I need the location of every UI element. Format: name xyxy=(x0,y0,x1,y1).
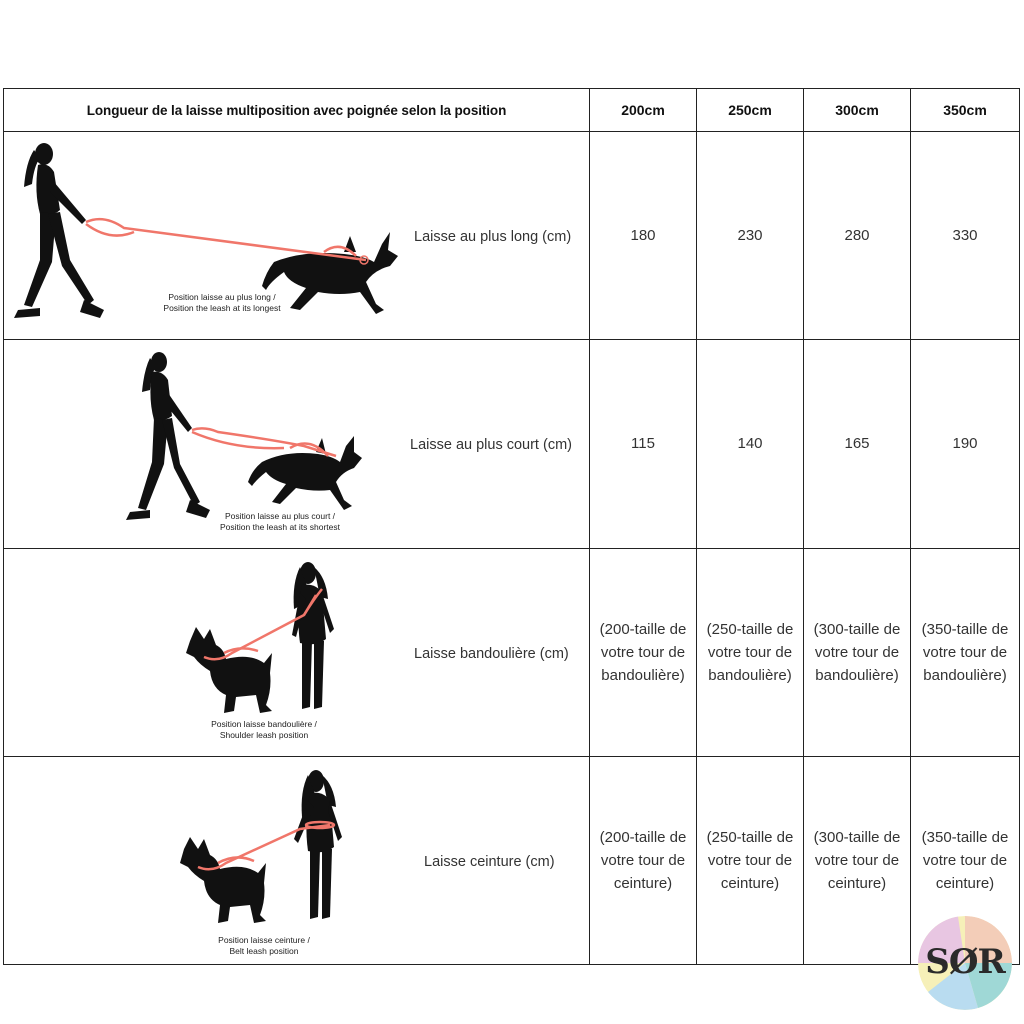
size-chart xyxy=(3,88,1019,965)
value-cell: 140 xyxy=(697,340,804,548)
value-line: bandoulière) xyxy=(708,666,792,684)
illustration-caption xyxy=(180,511,380,533)
value-cell xyxy=(697,548,804,756)
value-line: (250-taille de xyxy=(706,620,794,638)
value-line: votre tour de xyxy=(814,643,900,661)
value-line: votre tour de xyxy=(922,643,1008,661)
header-row xyxy=(4,89,1020,132)
table-title: Longueur de la laisse multiposition avec poignée selon la position xyxy=(4,89,590,132)
value-line: (200-taille de xyxy=(599,828,687,846)
table-row-belt xyxy=(4,756,1020,964)
row-label: Laisse ceinture (cm) xyxy=(424,853,555,870)
value-line: ceinture) xyxy=(720,874,780,892)
value-cell xyxy=(697,756,804,964)
caption-en: Belt leash position xyxy=(229,945,299,956)
value-line: bandoulière) xyxy=(815,666,899,684)
column-header-250: 250cm xyxy=(697,89,804,132)
value-cell: 190 xyxy=(911,340,1020,548)
illustration-cell xyxy=(4,548,590,756)
value-line: ceinture) xyxy=(935,874,995,892)
value-line: votre tour de xyxy=(814,851,900,869)
value-line: votre tour de xyxy=(707,851,793,869)
value-line: (300-taille de xyxy=(813,620,901,638)
value-line: (350-taille de xyxy=(921,828,1009,846)
value-cell xyxy=(804,548,911,756)
brand-logo xyxy=(918,916,1012,1010)
illustration-cell xyxy=(4,132,590,340)
row-label: Laisse bandoulière (cm) xyxy=(414,645,569,662)
value-line: ceinture) xyxy=(613,874,673,892)
value-cell: 280 xyxy=(804,132,911,340)
value-line: (200-taille de xyxy=(599,620,687,638)
value-cell: 115 xyxy=(590,340,697,548)
value-cell xyxy=(911,548,1020,756)
table-row-shortest xyxy=(4,340,1020,548)
column-header-350: 350cm xyxy=(911,89,1020,132)
value-cell xyxy=(590,756,697,964)
illustration-caption xyxy=(164,935,364,957)
value-line: votre tour de xyxy=(707,643,793,661)
value-cell: 165 xyxy=(804,340,911,548)
illustration-cell xyxy=(4,756,590,964)
column-header-300: 300cm xyxy=(804,89,911,132)
value-line: votre tour de xyxy=(600,643,686,661)
value-line: (300-taille de xyxy=(813,828,901,846)
caption-en: Position the leash at its shortest xyxy=(219,522,340,533)
caption-en: Position the leash at its longest xyxy=(163,303,281,314)
logo-text: SØR xyxy=(925,942,1005,982)
leash-length-table xyxy=(3,88,1020,965)
value-line: (250-taille de xyxy=(706,828,794,846)
caption-fr: Position laisse ceinture / xyxy=(218,934,310,945)
value-line: bandoulière) xyxy=(601,666,685,684)
row-label: Laisse au plus court (cm) xyxy=(410,437,572,454)
caption-fr: Position laisse bandoulière / xyxy=(211,718,317,729)
table-row-shoulder xyxy=(4,548,1020,756)
row-label: Laisse au plus long (cm) xyxy=(414,229,572,246)
value-line: bandoulière) xyxy=(923,666,1007,684)
value-cell: 180 xyxy=(590,132,697,340)
value-cell xyxy=(590,548,697,756)
illustration-caption xyxy=(122,292,322,314)
value-line: ceinture) xyxy=(827,874,887,892)
caption-fr: Position laisse au plus court / xyxy=(224,511,336,522)
column-header-200: 200cm xyxy=(590,89,697,132)
caption-en: Shoulder leash position xyxy=(219,729,309,740)
value-cell: 230 xyxy=(697,132,804,340)
value-line: votre tour de xyxy=(600,851,686,869)
value-cell xyxy=(804,756,911,964)
table-row-longest xyxy=(4,132,1020,340)
caption-fr: Position laisse au plus long / xyxy=(168,292,276,303)
illustration-cell xyxy=(4,340,590,548)
illustration-caption xyxy=(164,719,364,741)
value-line: (350-taille de xyxy=(921,620,1009,638)
value-line: votre tour de xyxy=(922,851,1008,869)
value-cell: 330 xyxy=(911,132,1020,340)
